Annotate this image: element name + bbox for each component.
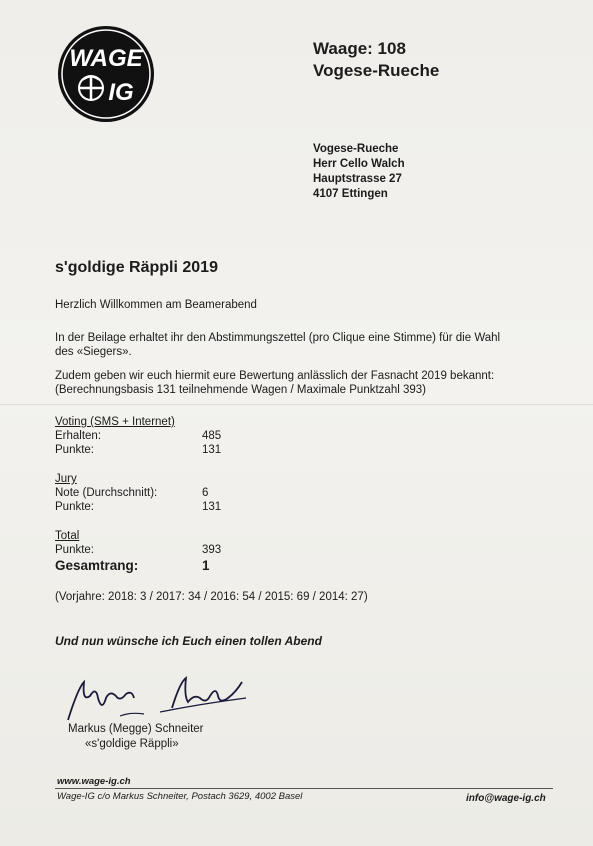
jury-label: Note (Durchschnitt): xyxy=(55,487,158,499)
footer-address: Wage-IG c/o Markus Schneiter, Postach 3629, 4002 Basel xyxy=(57,791,303,802)
address-line: 4107 Ettingen xyxy=(313,188,388,200)
jury-label: Punkte: xyxy=(55,501,94,513)
footer-divider xyxy=(55,788,553,789)
waage-number: Waage: 108 xyxy=(313,39,406,58)
clique-name: Vogese-Rueche xyxy=(313,61,440,80)
voting-value: 131 xyxy=(202,444,222,456)
previous-years: (Vorjahre: 2018: 3 / 2017: 34 / 2016: 54 / 2015: 69 / 2014: 27) xyxy=(55,591,368,603)
signatory-role: «s'goldige Räppli» xyxy=(85,738,179,750)
rank-value: 1 xyxy=(202,558,210,573)
paragraph-rating-line: (Berechnungsbasis 131 teilnehmende Wagen / Maximale Punktzahl 393) xyxy=(55,384,426,396)
footer-email[interactable]: info@wage-ig.ch xyxy=(466,793,546,804)
signatory-name: Markus (Megge) Schneiter xyxy=(68,723,204,735)
handwritten-signature xyxy=(60,668,260,728)
total-heading: Total xyxy=(55,530,80,542)
logo-text-bottom: IG xyxy=(108,79,134,106)
paper-fold xyxy=(0,404,593,406)
total-label: Punkte: xyxy=(55,544,94,556)
logo-text-top: WAGE xyxy=(69,45,143,72)
paragraph-ballot-line: In der Beilage erhaltet ihr den Abstimmungszettel (pro Clique eine Stimme) für die Wahl xyxy=(55,332,501,344)
address-line: Vogese-Rueche xyxy=(313,143,399,155)
voting-value: 485 xyxy=(202,430,222,442)
paragraph-rating-line: Zudem geben wir euch hiermit eure Bewertung anlässlich der Fasnacht 2019 bekannt: xyxy=(55,370,495,382)
jury-heading: Jury xyxy=(55,473,77,485)
voting-label: Punkte: xyxy=(55,444,94,456)
voting-label: Erhalten: xyxy=(55,430,102,442)
total-value: 393 xyxy=(202,544,222,556)
address-line: Hauptstrasse 27 xyxy=(313,173,402,185)
voting-heading: Voting (SMS + Internet) xyxy=(55,416,175,428)
paragraph-ballot-line: des «Siegers». xyxy=(55,346,132,358)
wage-ig-logo xyxy=(55,24,157,124)
rank-label: Gesamtrang: xyxy=(55,558,139,573)
jury-value: 6 xyxy=(202,487,209,499)
closing-line: Und nun wünsche ich Euch einen tollen Abend xyxy=(55,634,322,648)
letter-title: s'goldige Räppli 2019 xyxy=(55,259,218,276)
jury-value: 131 xyxy=(202,501,222,513)
footer-website[interactable]: www.wage-ig.ch xyxy=(57,776,131,787)
greeting: Herzlich Willkommen am Beamerabend xyxy=(55,299,257,311)
address-line: Herr Cello Walch xyxy=(313,158,405,170)
